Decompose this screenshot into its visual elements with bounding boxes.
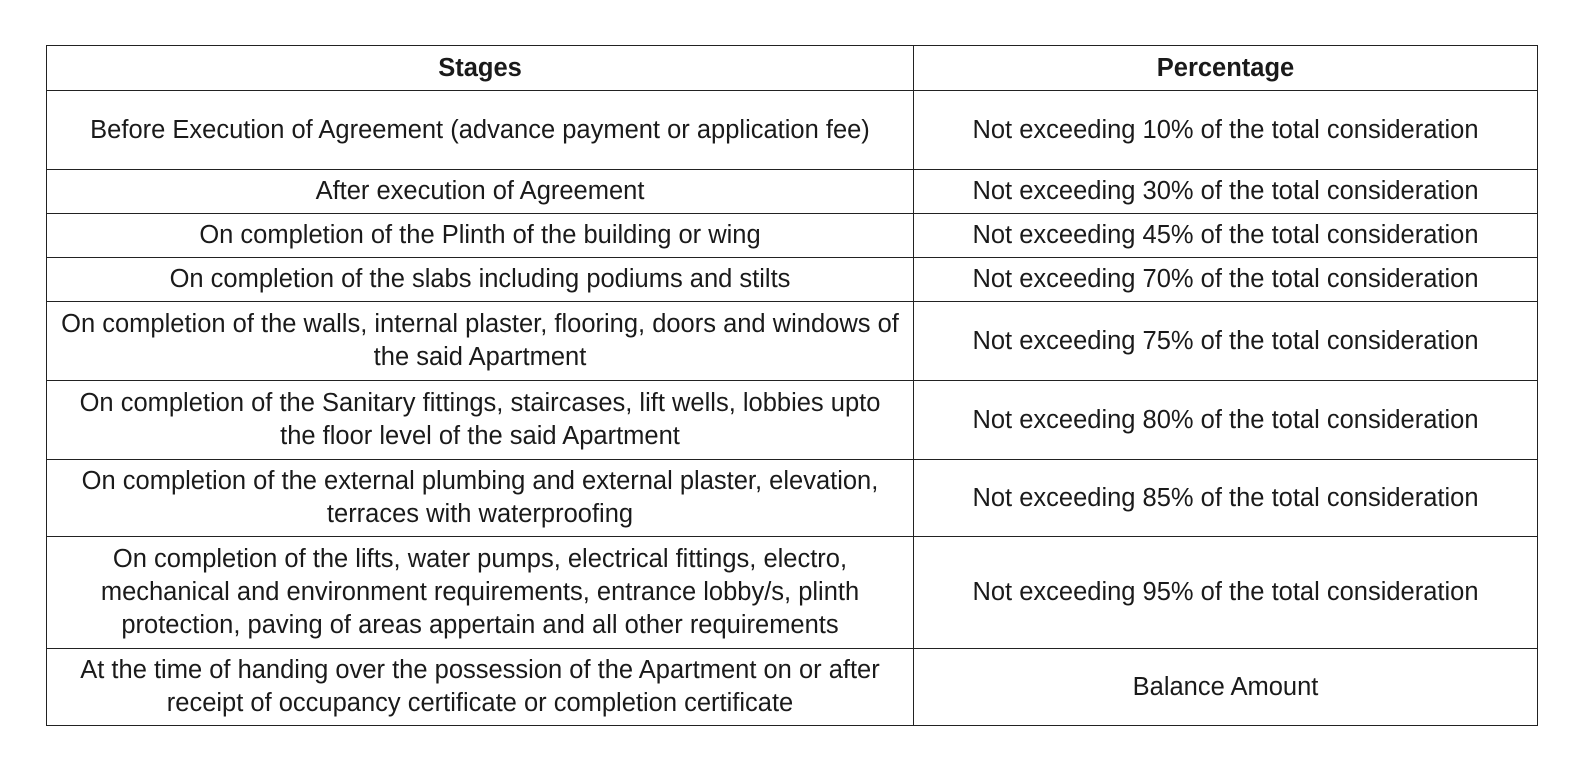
percentage-cell: Not exceeding 10% of the total consideration [914, 91, 1538, 170]
stage-cell: On completion of the external plumbing and external plaster, elevation, terraces with waterproofing [47, 460, 914, 537]
stage-cell: Before Execution of Agreement (advance payment or application fee) [47, 91, 914, 170]
stage-cell: On completion of the Sanitary fittings, staircases, lift wells, lobbies upto the floor level of the said Apartment [47, 381, 914, 460]
table-row [47, 214, 1538, 258]
percentage-cell: Not exceeding 70% of the total consideration [914, 258, 1538, 302]
stage-cell: On completion of the slabs including podiums and stilts [47, 258, 914, 302]
table-row [47, 537, 1538, 649]
table-row [47, 302, 1538, 381]
header-stages: Stages [47, 46, 914, 91]
stage-cell: At the time of handing over the possession of the Apartment on or after receipt of occupancy certificate or completion certificate [47, 649, 914, 726]
header-percentage: Percentage [914, 46, 1538, 91]
payment-schedule-table [46, 45, 1538, 726]
stage-cell: On completion of the Plinth of the building or wing [47, 214, 914, 258]
table-header-row [47, 46, 1538, 91]
percentage-cell: Not exceeding 95% of the total consideration [914, 537, 1538, 649]
percentage-cell: Not exceeding 85% of the total consideration [914, 460, 1538, 537]
table-row [47, 381, 1538, 460]
stage-cell: On completion of the lifts, water pumps, electrical fittings, electro, mechanical and environment requirements, entrance lobby/s, plinth protection, paving of areas appertain and all other requirements [47, 537, 914, 649]
percentage-cell: Not exceeding 75% of the total consideration [914, 302, 1538, 381]
table-row [47, 170, 1538, 214]
percentage-cell: Balance Amount [914, 649, 1538, 726]
percentage-cell: Not exceeding 45% of the total consideration [914, 214, 1538, 258]
table-row [47, 460, 1538, 537]
table-row [47, 91, 1538, 170]
stage-cell: After execution of Agreement [47, 170, 914, 214]
table-row [47, 258, 1538, 302]
payment-schedule [46, 45, 1537, 726]
stage-cell: On completion of the walls, internal plaster, flooring, doors and windows of the said Apartment [47, 302, 914, 381]
percentage-cell: Not exceeding 80% of the total consideration [914, 381, 1538, 460]
percentage-cell: Not exceeding 30% of the total consideration [914, 170, 1538, 214]
table-row [47, 649, 1538, 726]
